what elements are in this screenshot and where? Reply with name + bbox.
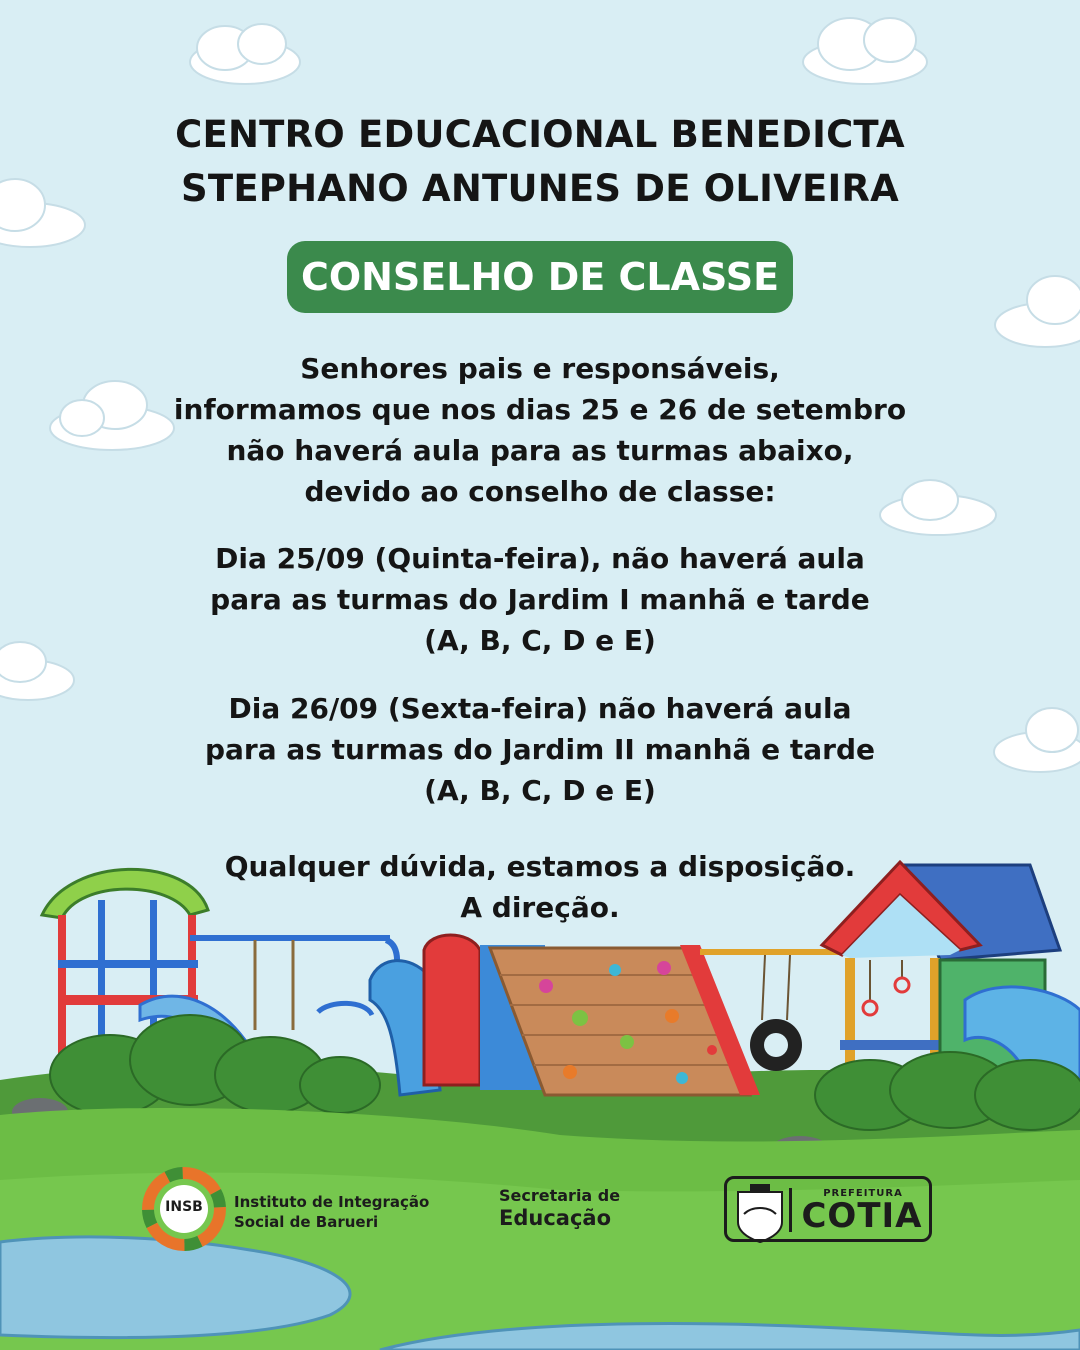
secretaria-line2: Educação [499,1206,611,1230]
day2-line1: Dia 26/09 (Sexta-feira) não haverá aula [228,692,852,725]
secretaria-line1: Secretaria de [499,1186,621,1205]
intro-line2: informamos que nos dias 25 e 26 de setembro [173,393,907,426]
school-name-line2: STEPHANO ANTUNES DE OLIVEIRA [181,167,899,210]
insb-abbr: INSB [165,1199,203,1215]
intro-line1: Senhores pais e responsáveis, [300,352,780,385]
intro-line3: não haverá aula para as turmas abaixo, [226,434,854,467]
intro-paragraph [0,348,1080,512]
day2-paragraph [0,688,1080,811]
day1-line2: para as turmas do Jardim I manhã e tarde [210,583,870,616]
school-name-line1: CENTRO EDUCACIONAL BENEDICTA [175,113,905,156]
insb-line1: Instituto de Integração [234,1193,430,1211]
day1-line1: Dia 25/09 (Quinta-feira), não haverá aula [215,542,865,575]
day2-line3: (A, B, C, D e E) [424,774,656,807]
insb-logo-text [234,1192,429,1232]
day1-line3: (A, B, C, D e E) [424,624,656,657]
closing-line2: A direção. [460,891,620,924]
closing-line1: Qualquer dúvida, estamos a disposição. [224,850,856,883]
cotia-label: COTIA [801,1196,923,1236]
secretaria-logo [499,1186,620,1230]
day1-paragraph [0,538,1080,661]
intro-line4: devido ao conselho de classe: [304,475,776,508]
day2-line2: para as turmas do Jardim II manhã e tarde [204,733,876,766]
closing-paragraph [0,846,1080,928]
insb-line2: Social de Barueri [234,1213,379,1231]
school-name [0,108,1080,216]
prefeitura-label: PREFEITURA [823,1188,903,1199]
conselho-banner: CONSELHO DE CLASSE [287,241,793,313]
